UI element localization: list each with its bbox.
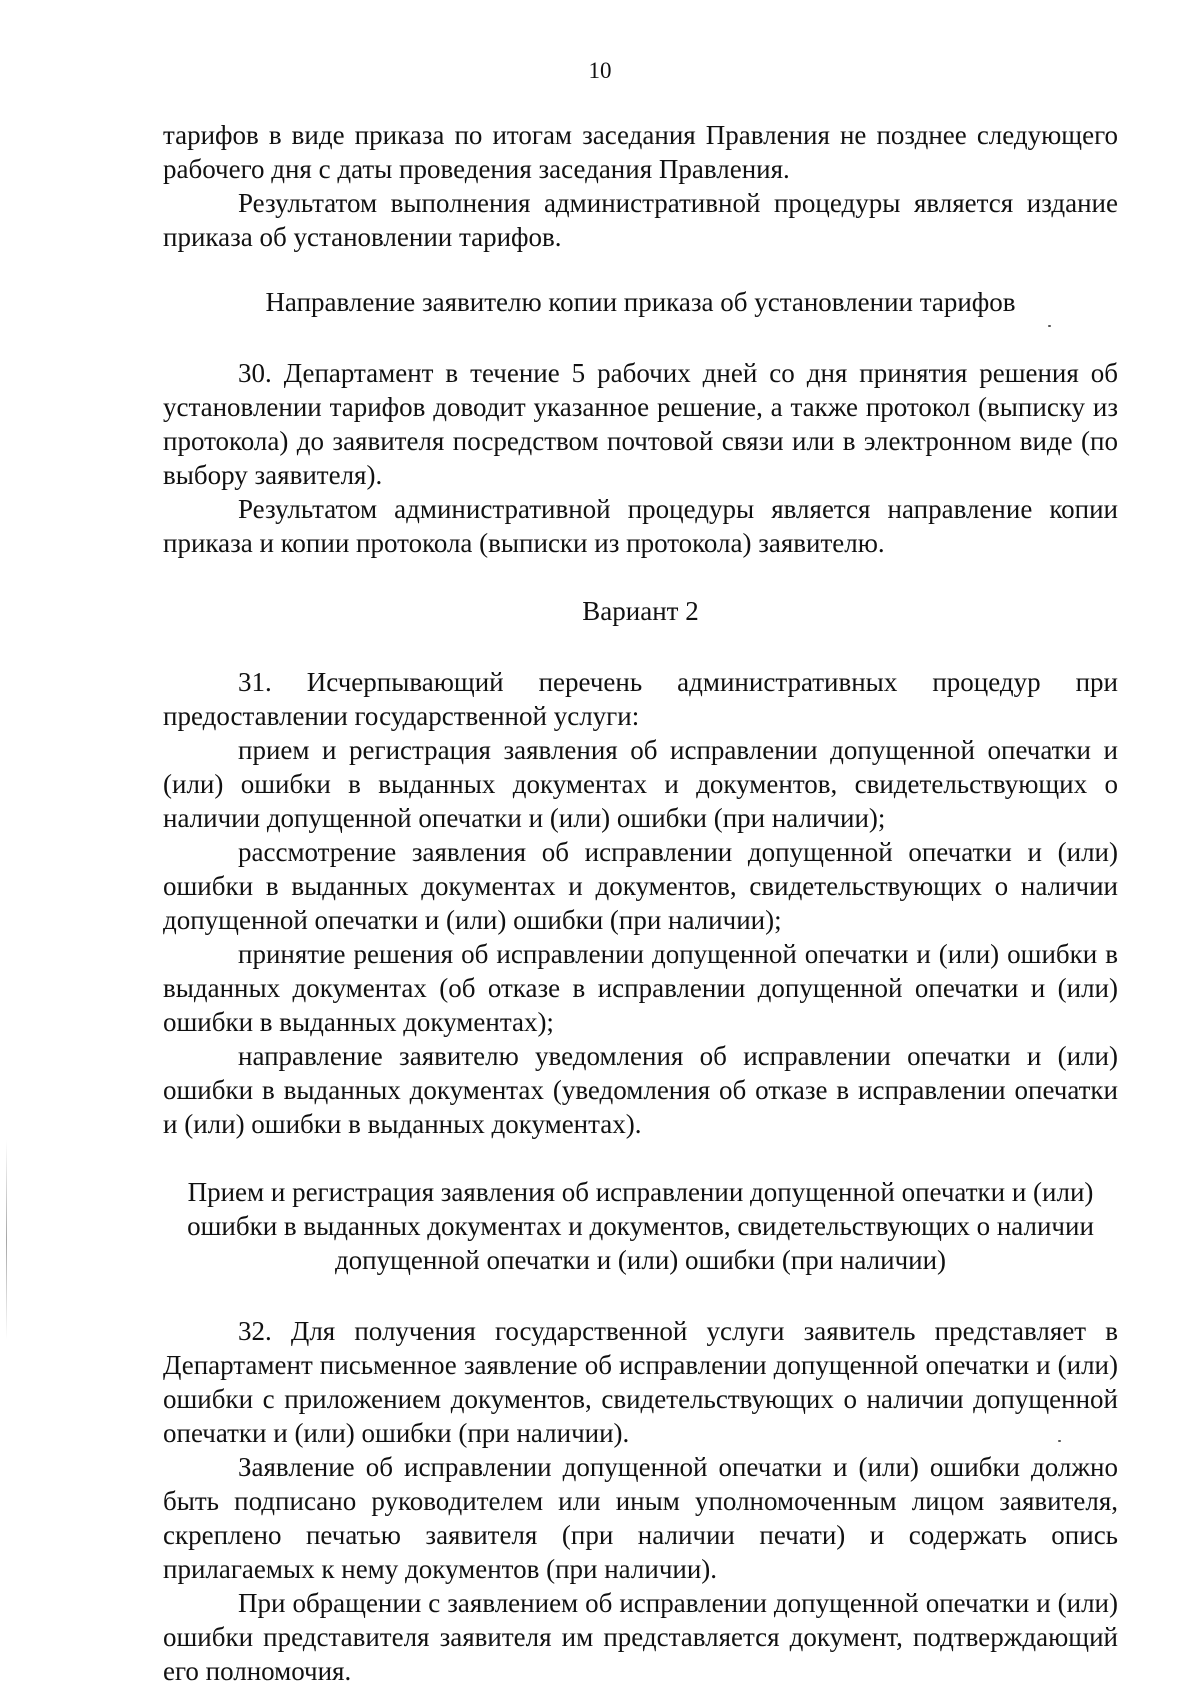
paragraph-representative: При обращении с заявлением об исправлении допущенной опечатки и (или) ошибки представителя заявителя им представляется документ, подтверждающий его полномочия. xyxy=(163,1588,1118,1686)
scan-edge-artifact xyxy=(6,1140,7,1340)
paragraph-32: 32. Для получения государственной услуги заявитель представляет в Департамент письменное заявление об исправлении допущенной опечатки и (или) ошибки с приложением документов, свидетельствующих о наличии допущенной опечатки и (или) ошибки (при наличии). xyxy=(163,1316,1118,1448)
scan-speck xyxy=(1048,325,1051,327)
heading-line-1: Прием и регистрация заявления об исправлении допущенной опечатки и (или) xyxy=(187,1177,1094,1207)
heading-send-order-copy: Направление заявителю копии приказа об установлении тарифов xyxy=(265,287,1016,317)
paragraph-31: 31. Исчерпывающий перечень административных процедур при предоставлении государственной услуги: xyxy=(163,667,1118,731)
paragraph-tariff-order-continuation: тарифов в виде приказа по итогам заседания Правления не позднее следующего рабочего дня с даты проведения заседания Правления. xyxy=(163,120,1118,184)
document-body xyxy=(163,118,1118,1688)
page-number: 10 xyxy=(588,58,612,83)
paragraph-procedure-result-order: Результатом выполнения административной процедуры является издание приказа об установлении тарифов. xyxy=(163,188,1118,252)
scan-speck xyxy=(1058,1440,1061,1442)
paragraph-application-requirements: Заявление об исправлении допущенной опечатки и (или) ошибки должно быть подписано руководителем или иным уполномоченным лицом заявителя, скреплено печатью заявителя (при наличии печати) и содержать опись прилагаемых к нему документов (при наличии). xyxy=(163,1452,1118,1584)
list-item-decision: принятие решения об исправлении допущенной опечатки и (или) ошибки в выданных документах (об отказе в исправлении допущенной опечатки и (или) ошибки в выданных документах); xyxy=(163,939,1118,1037)
heading-line-3: допущенной опечатки и (или) ошибки (при наличии) xyxy=(334,1245,947,1275)
heading-receive-register xyxy=(163,1175,1118,1277)
list-item-review: рассмотрение заявления об исправлении допущенной опечатки и (или) ошибки в выданных документах и документов, свидетельствующих о наличии допущенной опечатки и (или) ошибки (при наличии); xyxy=(163,837,1118,935)
list-item-notify: направление заявителю уведомления об исправлении опечатки и (или) ошибки в выданных документах (уведомления об отказе в исправлении опечатки и (или) ошибки в выданных документах). xyxy=(163,1041,1118,1139)
paragraph-procedure-result-copy: Результатом административной процедуры является направление копии приказа и копии протокола (выписки из протокола) заявителю. xyxy=(163,494,1118,558)
list-item-receive-register: прием и регистрация заявления об исправлении допущенной опечатки и (или) ошибки в выданных документах и документов, свидетельствующих о наличии допущенной опечатки и (или) ошибки (при наличии); xyxy=(163,735,1118,833)
heading-variant-2: Вариант 2 xyxy=(582,596,699,626)
paragraph-30: 30. Департамент в течение 5 рабочих дней со дня принятия решения об установлении тарифов доводит указанное решение, а также протокол (выписку из протокола) до заявителя посредством почтовой связи или в электронном виде (по выбору заявителя). xyxy=(163,358,1118,490)
heading-line-2: ошибки в выданных документах и документов, свидетельствующих о наличии xyxy=(187,1211,1094,1241)
